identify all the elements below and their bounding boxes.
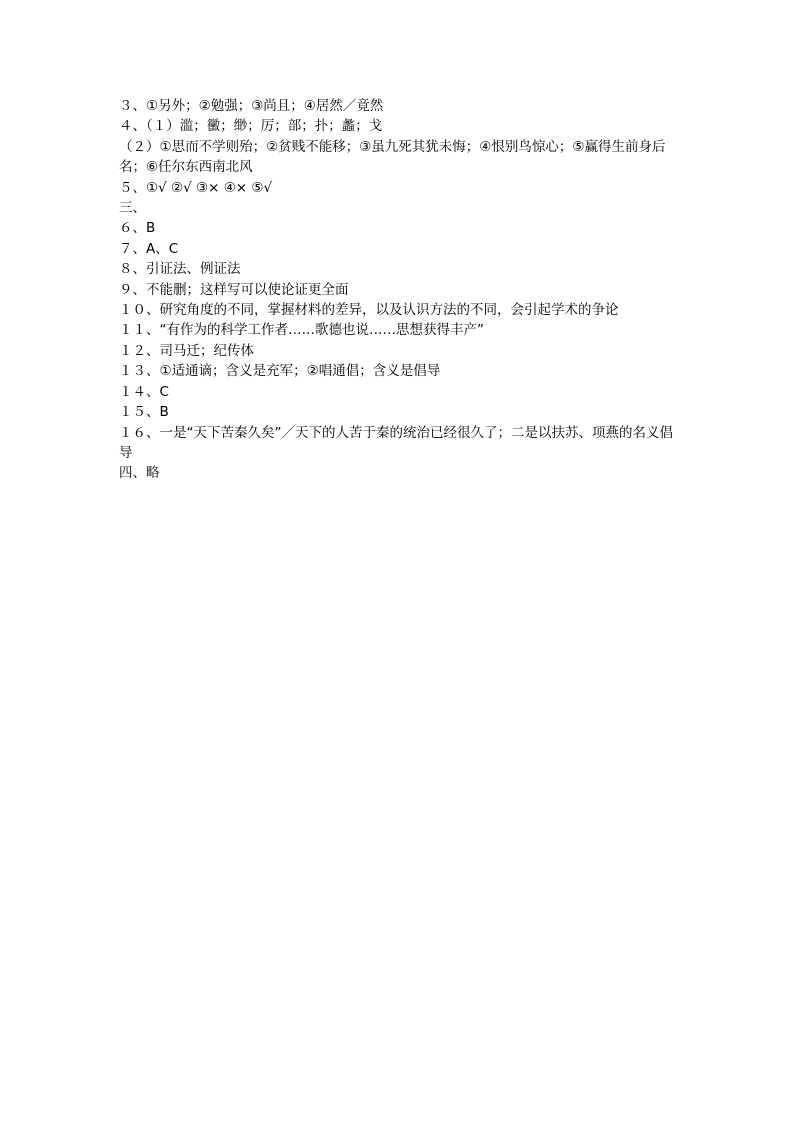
answer-line-16: １６、一是“天下苦秦久矣”／天下的人苦于秦的统治已经很久了；二是以扶苏、项燕的名义倡导 [119,424,673,461]
answer-line-3: ３、①另外；②勉强；③尚且；④居然／竟然 [119,98,384,114]
section-heading-4: 四、略 [119,465,160,482]
section-heading-3: 三、 [119,200,146,217]
answer-list [119,96,675,484]
answer-line-6: ６、B [119,220,156,237]
answer-line-12: １２、司马迁；纪传体 [119,342,254,359]
answer-line-15: １５、B [119,404,169,421]
answer-line-10: １０、研究角度的不同，掌握材料的差异，以及认识方法的不同，会引起学术的争论 [119,302,619,319]
answer-line-5: ５、①√ ②√ ③× ④× ⑤√ [119,179,273,196]
answer-line-13: １３、①适通谪；含义是充军；②唱通倡；含义是倡导 [119,363,441,380]
answer-line-9: ９、不能删；这样写可以使论证更全面 [119,281,349,298]
answer-line-4-part2: （２）①思而不学则殆；②贫贱不能移；③虽九死其犹未悔；④恨别鸟惊心；⑤赢得生前身后名；⑥任尔东西南北风 [119,138,666,176]
answer-line-8: ８、引证法、例证法 [119,261,241,278]
answer-line-11: １１、“有作为的科学工作者……歌德也说……思想获得丰产” [119,322,484,339]
answer-line-4-part1: ４、（１）滥；黴；缈；厉；部；扑；蠡；戈 [119,118,383,135]
answer-line-14: １４、C [119,383,169,400]
answer-line-7: ７、A、C [119,240,179,257]
